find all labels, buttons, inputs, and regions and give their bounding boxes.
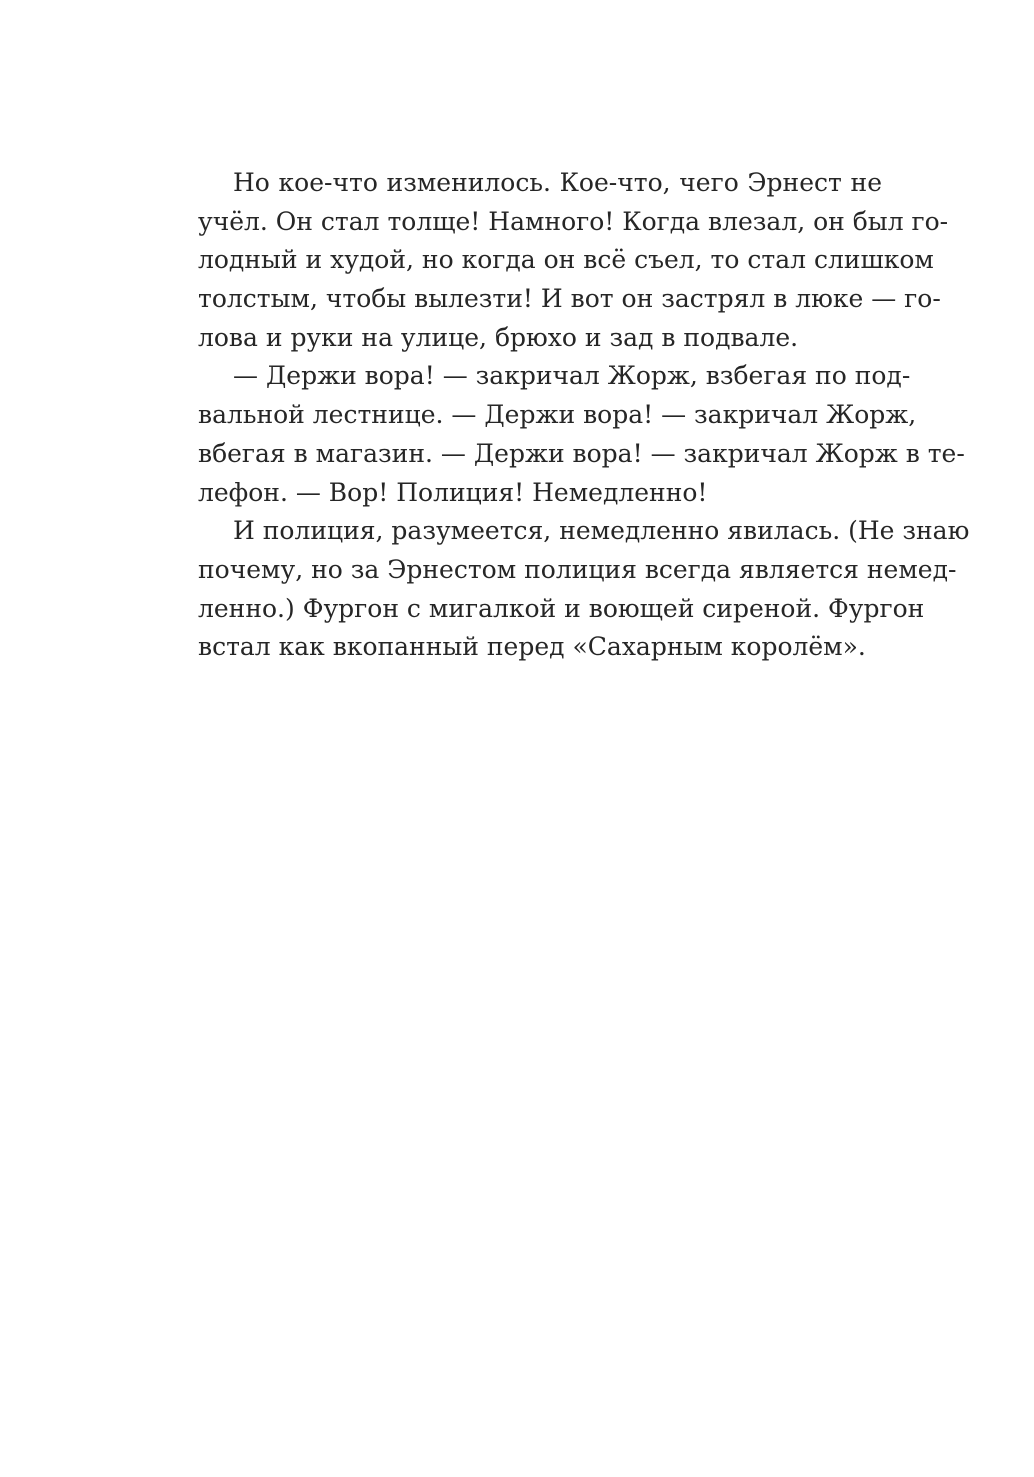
text-line: ленно.) Фургон с мигалкой и воющей сиреной. Фургон [198, 593, 925, 623]
text-line: вбегая в магазин. — Держи вора! — закричал Жорж в те- [198, 438, 965, 468]
paragraph-2 [198, 357, 965, 512]
paragraph-3 [198, 512, 970, 667]
text-line: вальной лестнице. — Держи вора! — закричал Жорж, [198, 400, 917, 430]
paragraph-1 [198, 164, 949, 357]
text-line: Но кое-что изменилось. Кое-что, чего Эрнест не [233, 168, 882, 197]
text-line: учёл. Он стал толще! Намного! Когда влезал, он был го- [198, 206, 949, 236]
page-text [198, 164, 970, 667]
text-line: почему, но за Эрнестом полиция всегда является немед- [198, 554, 957, 584]
text-line: встал как вкопанный перед «Сахарным королём». [198, 632, 866, 662]
text-line: И полиция, разумеется, немедленно явилась. (Не знаю [233, 516, 970, 546]
text-line: лова и руки на улице, брюхо и зад в подвале. [198, 322, 799, 352]
text-line: лодный и худой, но когда он всё съел, то стал слишком [198, 245, 934, 275]
text-line: лефон. — Вор! Полиция! Немедленно! [198, 477, 708, 507]
text-line: — Держи вора! — закричал Жорж, взбегая по под- [233, 361, 911, 391]
text-line: толстым, чтобы вылезти! И вот он застрял в люке — го- [198, 284, 941, 314]
